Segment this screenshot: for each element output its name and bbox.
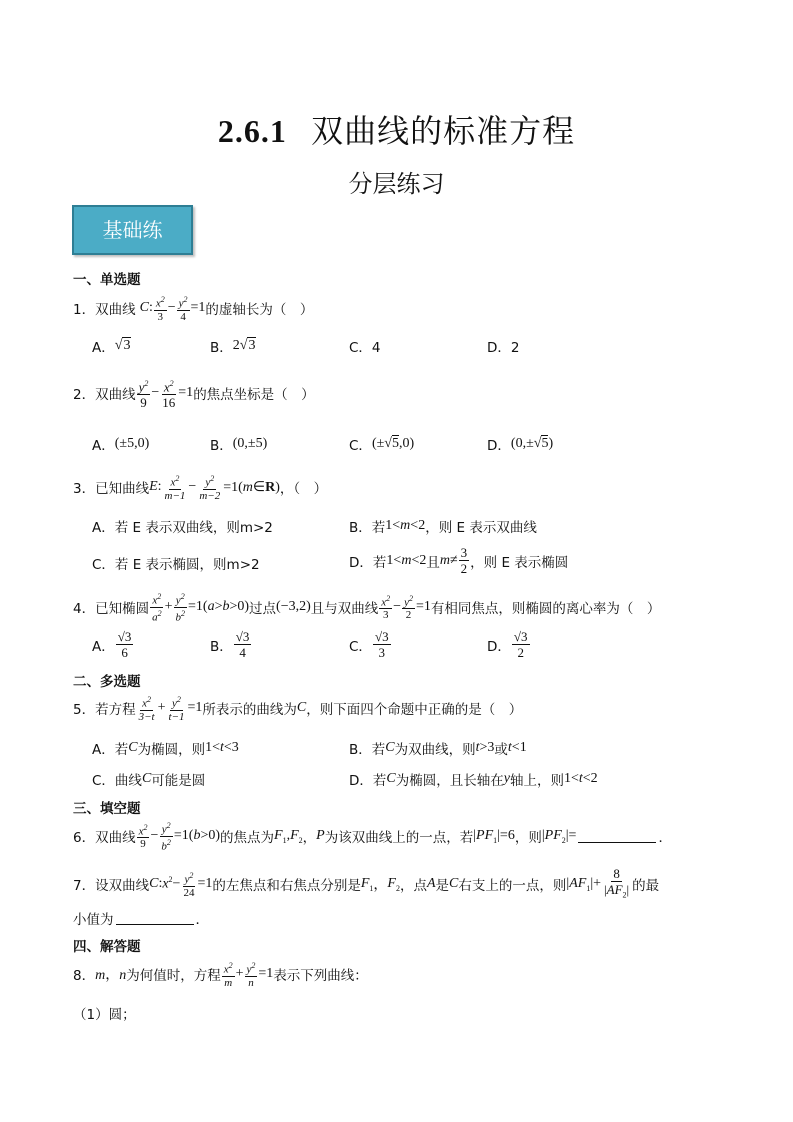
q1-option-c[interactable]: C．4 [349,340,381,356]
q1-option-a[interactable]: A． √3 [92,338,131,356]
question-8-part-1: （1）圆； [73,1007,136,1023]
page-subtitle: 分层练习 [348,170,445,198]
question-2: 2． 双曲线 $\frac{y^2}{9}$ − $\frac{x^2}{16}$ =1 的焦点坐标是（ ） [73,376,315,410]
q4-option-c[interactable]: C． $\frac{√3}{3}$ [349,629,389,660]
section-solution: 四、解答题 [73,939,141,955]
q3-option-c[interactable]: C．若 E 表示椭圆，则m>2 [92,557,260,573]
q1-option-d[interactable]: D．2 [487,340,520,356]
math: C [139,300,149,316]
question-8: 8． m，n 为何值时，方程 $\frac{x^2}{m}$ + $\frac{y^2}{n}$ =1 表示下列曲线： [73,961,368,989]
question-1: 1． 双曲线 C : $\frac{x^2}{3}$ − $\frac{y^2}{4}$ =1 的虚轴长为（ ） [73,295,314,323]
question-6: 6． 双曲线 $\frac{x^2}{9}$ − $\frac{y^2}{b^2}$ =1(b>0) 的焦点为 $F_1,F_2$ ， P 为该双曲线上的一点，若 $|PF_1|=6$ ，则 $|PF_2|=$ ． [73,821,672,853]
question-4: 4． 已知椭圆 $\frac{x^2}{a^2}$ + $\frac{y^2}{b^2}$ =1(a>b>0) 过点 (−3,2) 且与双曲线 $\frac{x^2}{3}$ − $\frac{y^2}{2}$ =1 有相同焦点，则椭圆的离心率为（ ） [73,592,661,624]
section-multi-choice: 二、多选题 [73,674,141,690]
q2-option-d[interactable]: D． (0,±√5) [487,436,554,454]
question-7-line-2: 小值为 ． [73,912,209,928]
q5-option-a[interactable]: A．若 C 为椭圆，则 1<t<3 [92,740,239,758]
q1-option-b[interactable]: B． 2√3 [210,338,256,356]
q5-option-d[interactable]: D．若 C 为椭圆，且长轴在 y 轴上，则 1<t<2 [349,771,598,789]
q2-option-b[interactable]: B． (0,±5) [210,436,268,454]
q3-option-b[interactable]: B．若 1<m<2 ，则 E 表示双曲线 [349,518,537,536]
q3-option-d[interactable]: D．若 1<m<2 且 m≠ $\frac{3}{2}$ ，则 E 表示椭圆 [349,545,569,576]
question-7: 7． 设双曲线 C : $x^2-$ $\frac{y^2}{24}$ =1 的左焦点和右焦点分别是 $F_1$ ， $F_2$ ，点 A 是 C 右支上的一点，则 $|AF_1|+$ $\frac{8}{|AF_2|}$ 的最 [73,866,660,900]
question-5: 5． 若方程 $\frac{x^2}{3-t}$ + $\frac{y^2}{t-1}$ =1 所表示的曲线为 C ，则下面四个命题中正确的是（ ） [73,695,523,723]
question-3: 3． 已知曲线 E : $\frac{x^2}{m-1}$ − $\frac{y^2}{m-2}$ =1(m∈R) ，（ ） [73,474,328,502]
section-single-choice: 一、单选题 [73,272,141,288]
q4-option-a[interactable]: A． $\frac{√3}{6}$ [92,629,132,660]
q4-option-d[interactable]: D． $\frac{√3}{2}$ [487,629,528,660]
answer-blank[interactable] [578,830,656,843]
q5-option-c[interactable]: C．曲线 C 可能是圆 [92,771,206,789]
level-badge: 基础练 [72,205,193,255]
q2-option-a[interactable]: A． (±5,0) [92,436,150,454]
section-fill-blank: 三、填空题 [73,801,141,817]
q2-option-c[interactable]: C． (±√5,0) [349,436,415,454]
q3-option-a[interactable]: A．若 E 表示双曲线，则m>2 [92,520,273,536]
q4-option-b[interactable]: B． $\frac{√3}{4}$ [210,629,250,660]
q5-option-b[interactable]: B．若 C 为双曲线，则 t>3 或 t<1 [349,740,527,758]
page-title: 2.6.1 双曲线的标准方程 [217,112,576,150]
answer-blank[interactable] [116,912,194,925]
